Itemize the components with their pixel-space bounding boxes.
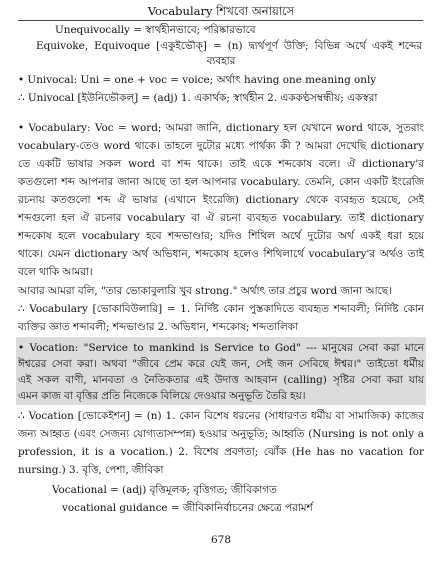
univocal-definition: ∴ Univocal [ইউনিভৌকল্] = (adj) 1. একার্থক; স্বার্থহীন 2. এককণ্ঠসম্বন্ধীয়; একস্বরা [18,92,378,104]
vocation-para-line-1: • Vocation: "Service to mankind is Service to God" --- মানুষের সেবা করা মানে [18,342,424,354]
vocabulary-para-line-9: বলে থাকি আমরা। [18,266,93,278]
vocabulary-definition-cont: ব্যক্তির জ্ঞাত শব্দাবলী; শব্দভাণ্ডার 2. অভিধান, শব্দকোষ; শব্দতালিকা [18,321,298,333]
vocation-definition-line-1: ∴ Vocation [ভোকেইশন্] = (n) 1. কোন বিশেষ ধরনের (সাধারণত ধর্মীয় বা সামাজিক) কাজের [18,410,424,422]
header-rule [18,20,423,21]
vocabulary-para-line-2: vocabulary-তেও word থাকে। তাহলে দুটোর মধ্যে পার্থক্য কী ? আমরা দেখেছি dictionary [18,140,424,152]
entry-equivoke-cont: ব্যবহার [206,55,236,67]
vocation-definition-line-4: nursing.) 3. বৃত্তি, পেশা, জীবিকা [18,464,164,476]
vocation-para-line-4: এমন কাজ বা বৃত্তির প্রতি নিজেকে বিলিয়ে দেওয়ার অনুভূতি তৈরি হয়। [18,390,306,402]
vocabulary-para-line-3: তে একটি ভাষার সকল word বা শব্দ থাকে। তাই একে শব্দকোষ বলে। ঐ dictionary'র [18,158,424,170]
vocabulary-para-line-4: কতগুলো শব্দ আপনার জানা আছে তা হল আপনার vocabulary. তেমনি, কোন একটি ইংরেজি [18,176,424,188]
running-header: Vocabulary শিখবো অনায়াসে [147,4,295,18]
entry-vocational: Vocational = (adj) বৃত্তিমূলক; বৃত্তিগত; জীবিকাগত [52,484,277,496]
vocabulary-para-line-1: • Vocabulary: Voc = word; আমরা জানি, dictionary হল যেখানে word থাকে, সুতরাং [18,122,424,134]
vocation-definition-line-3: profession, it is a vocation.) 2. বিশেষ প্রবণতা; ঝোঁক (He has no vacation for [18,446,424,458]
vocabulary-para-line-6: শব্দগুলো হল ঐ রচনার vocabulary বা ঐ রচনা ব্যবহৃত vocabulary. তাই dictionary [18,212,424,224]
entry-equivoke: Equivoke, Equivoque [একুইভৌক্] = (n) দ্ব্যর্থপূর্ণ উক্তি; বিভিন্ন অর্থে একই শব্দের [36,40,422,52]
vocabulary-para-line-5: রচনায় কতগুলো শব্দ ঐ ভাষার (এখানে ইংরেজি) dictionary থেকে ব্যবহৃত হয়েছে, সেই [18,194,424,206]
vocabulary-para-line-7: শব্দকোষ হলে vocabulary হবে শব্দভাণ্ডার; যদিও শিথিল অর্থে দুটোর অর্থ একই ধরা হয়ে [18,230,424,242]
vocabulary-example: আবার আমরা বলি, "তার ভোকাবুলারি খুব strong." অর্থাৎ তার প্রচুর word জানা আছে। [18,285,392,297]
vocabulary-definition: ∴ Vocabulary [ভোকাবিউলারি] = 1. নির্দিষ্ট কোন পুস্তকাদিতে ব্যবহৃত শব্দাবলী; নির্দিষ্ট কোন [18,303,424,315]
vocation-para-line-3: এই সকল বাণী, মানবতা ও নৈতিকতার এই উদাত্ত আহবান (calling) সৃষ্টির সেবা করা যায় [18,374,424,386]
vocation-para-line-2: ঈশ্বরের সেবা করা। অথবা "জীবে প্রেম করে যেই জন, সেই জন সেবিছে ঈশ্বর।" তাইতো ধর্মীয় [18,358,424,370]
vocation-definition-line-2: জন্য আহ্বত (এবং সেজন্য যোগ্যতাসম্পন্ন) হওয়ার অনুভূতি; আহ্বতি (Nursing is not only a [18,428,424,440]
vocabulary-para-line-8: থাকে। যেমন dictionary অর্থ অভিধান, শব্দকোষ হলেও শিথিলার্থে vocabulary'র অর্থও তাই [18,248,424,260]
entry-unequivocally: Unequivocally = স্বার্থহীনভাবে; পরিষ্কারভাবে [55,24,256,36]
entry-vocational-guidance: vocational guidance = জীবিকানির্বাচনের ক্ষেত্রে পরামর্শ [62,502,313,514]
univocal-bullet: • Univocal: Uni = one + voc = voice; অর্থাৎ having one meaning only [18,74,377,86]
page-number: 678 [210,534,232,546]
